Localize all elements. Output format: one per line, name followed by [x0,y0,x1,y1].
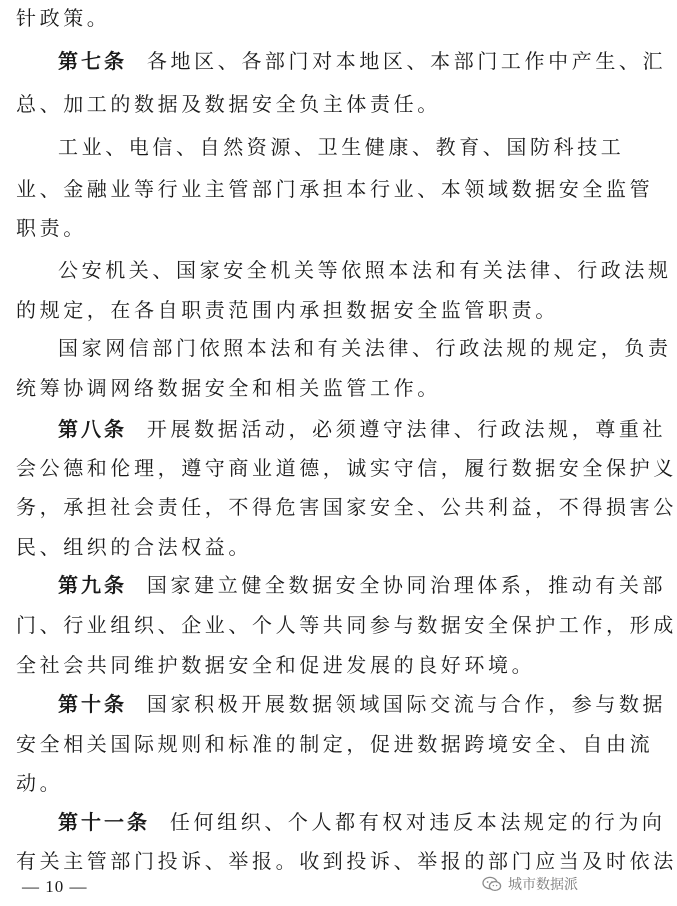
article-heading: 第十一条 [58,810,150,834]
text-line: 门、行业组织、企业、个人等共同参与数据安全保护工作，形成 [16,613,677,637]
article-8-paragraph [58,417,666,441]
text-line: 会公德和伦理，遵守商业道德，诚实守信，履行数据安全保护义 [16,456,677,480]
text-line: 有关主管部门投诉、举报。收到投诉、举报的部门应当及时依法 [16,849,677,873]
article-heading: 第七条 [58,49,127,73]
text-line: 国家网信部门依照本法和有关法律、行政法规的规定，负责 [58,336,672,360]
text-line: 开展数据活动，必须遵守法律、行政法规，尊重社 [146,417,667,441]
text-line: 民、组织的合法权益。 [16,535,252,559]
text-line: 国家建立健全数据安全协同治理体系，推动有关部 [146,573,667,597]
watermark-text: 城市数据派 [508,877,578,893]
article-9-paragraph [58,573,666,597]
text-line: 业、金融业等行业主管部门承担本行业、本领域数据安全监管 [16,177,654,201]
text-line: 任何组织、个人都有权对违反本法规定的行为向 [169,810,666,834]
text-line: 工业、电信、自然资源、卫生健康、教育、国防科技工 [58,135,625,159]
text-line: 公安机关、国家安全机关等依照本法和有关法律、行政法规 [58,258,672,282]
article-heading: 第十条 [58,692,127,716]
text-line: 各地区、各部门对本地区、本部门工作中产生、汇 [146,49,667,73]
text-line: 安全相关国际规则和标准的制定，促进数据跨境安全、自由流 [16,732,654,756]
article-11-paragraph [58,810,666,834]
article-heading: 第八条 [58,417,127,441]
article-10-paragraph [58,692,666,716]
text-line: 国家积极开展数据领域国际交流与合作，参与数据 [146,692,667,716]
text-line: 的规定，在各自职责范围内承担数据安全监管职责。 [16,298,559,322]
text-line: 全社会共同维护数据安全和促进发展的良好环境。 [16,653,536,677]
text-line: 务，承担社会责任，不得危害国家安全、公共利益，不得损害公 [16,495,677,519]
text-line: 针政策。 [16,6,111,30]
text-line: 职责。 [16,216,87,240]
article-7-paragraph [58,49,666,73]
watermark [482,872,578,896]
article-heading: 第九条 [58,573,127,597]
text-line: 总、加工的数据及数据安全负主体责任。 [16,92,441,116]
page-number: — 10 — [22,877,88,896]
text-line: 统筹协调网络数据安全和相关监管工作。 [16,376,441,400]
wechat-icon [482,876,502,892]
text-line: 动。 [16,771,64,795]
